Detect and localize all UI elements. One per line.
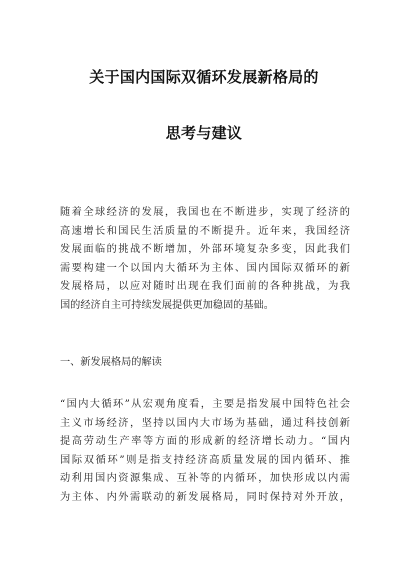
section-heading: 一、新发展格局的解读 <box>60 357 162 368</box>
paragraph-line: 发展面临的挑战不断增加，外部环境复杂多变，因此我们 <box>60 244 350 256</box>
paragraph-line: 提高劳动生产率等方面的形成新的经济增长动力。“国内 <box>60 436 350 448</box>
paragraph-line: 随着全球经济的发展，我国也在不断进步，实现了经济的 <box>60 207 350 218</box>
paragraph-intro <box>60 204 350 316</box>
paragraph-interpretation <box>60 396 350 508</box>
paragraph-line: 高速增长和国民生活质量的不断提升。近年来，我国经济 <box>60 225 350 237</box>
paragraph-line: 为主体、内外需联动的新发展格局，同时保持对外开放， <box>60 491 350 503</box>
paragraph-line: 国际双循环”则是指支持经济高质量发展的国内循环、推 <box>60 454 350 466</box>
paragraph-line: 国的经济自主可持续发展提供更加稳固的基础。 <box>60 299 274 311</box>
paragraph-line: 主义市场经济，坚持以国内大市场为基础，通过科技创新 <box>60 417 350 429</box>
document-title-line-2: 思考与建议 <box>165 124 243 142</box>
paragraph-line: 动利用国内资源集成、互补等的内循环，加快形成以内需 <box>60 473 350 485</box>
document-title-line-1: 关于国内国际双循环发展新格局的 <box>89 68 319 86</box>
paragraph-line: 发展格局，以应对随时出现在我们面前的各种挑战，为我 <box>60 281 350 293</box>
paragraph-line: 需要构建一个以国内大循环为主体、国内国际双循环的新 <box>60 262 350 274</box>
paragraph-line: “国内大循环”从宏观角度看，主要是指发展中国特色社会 <box>60 399 350 410</box>
